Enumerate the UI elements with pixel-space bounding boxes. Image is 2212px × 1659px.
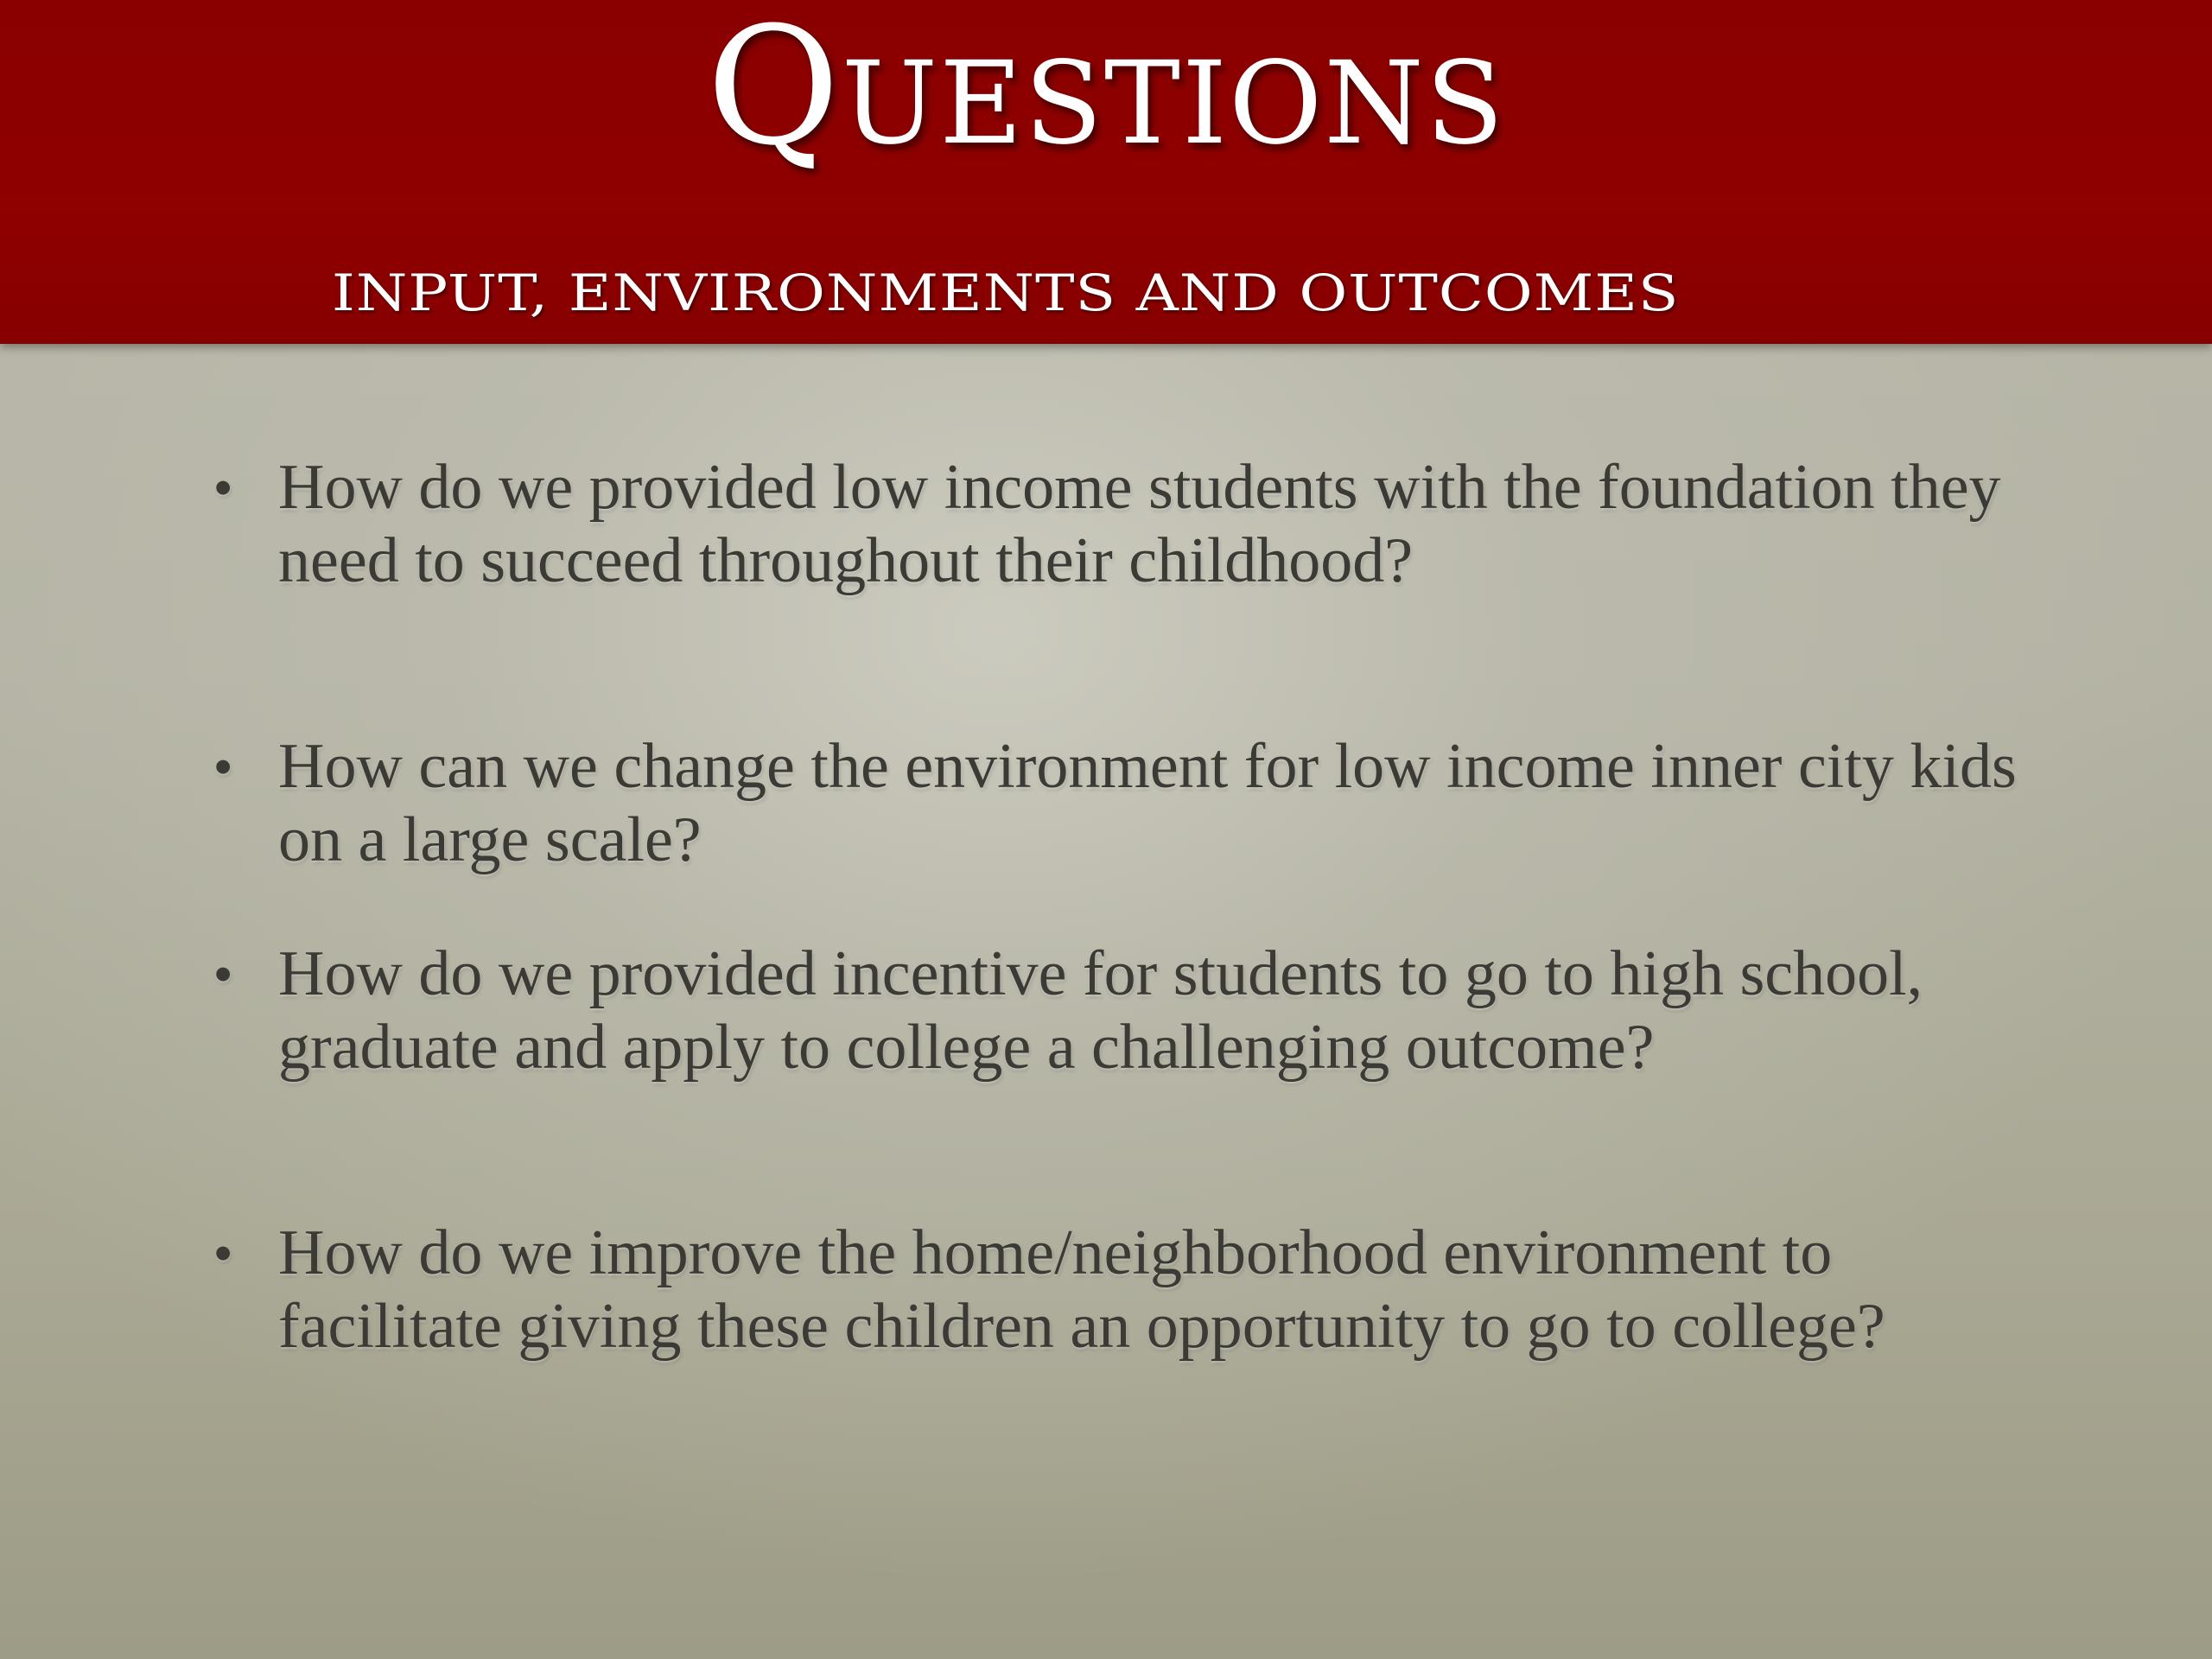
- bullet-item: [214, 451, 2050, 598]
- bullet-item: [214, 938, 2050, 1084]
- bullet-text: How do we improve the home/neighborhood environment to facilitate giving these children an opportunity to go to college?: [278, 1217, 1885, 1362]
- bullet-dot-icon: •: [214, 946, 232, 1002]
- bullet-dot-icon: •: [214, 460, 232, 516]
- slide-title: Questions: [706, 0, 1506, 181]
- bullet-item: [214, 730, 2050, 877]
- bullet-dot-icon: •: [214, 1225, 232, 1281]
- slide-subtitle: INPUT, ENVIRONMENTS AND OUTCOMES: [332, 264, 1680, 323]
- bullet-item: [214, 1217, 2050, 1363]
- bullet-text: How do we provided low income students with the foundation they need to succeed throughout their childhood?: [278, 452, 2001, 596]
- bullet-text: How do we provided incentive for students to go to high school, graduate and apply to college a challenging outcome?: [278, 938, 1923, 1083]
- bullet-text: How can we change the environment for low income inner city kids on a large scale?: [278, 731, 2017, 875]
- title-banner: [0, 0, 2212, 344]
- bullet-dot-icon: •: [214, 739, 232, 795]
